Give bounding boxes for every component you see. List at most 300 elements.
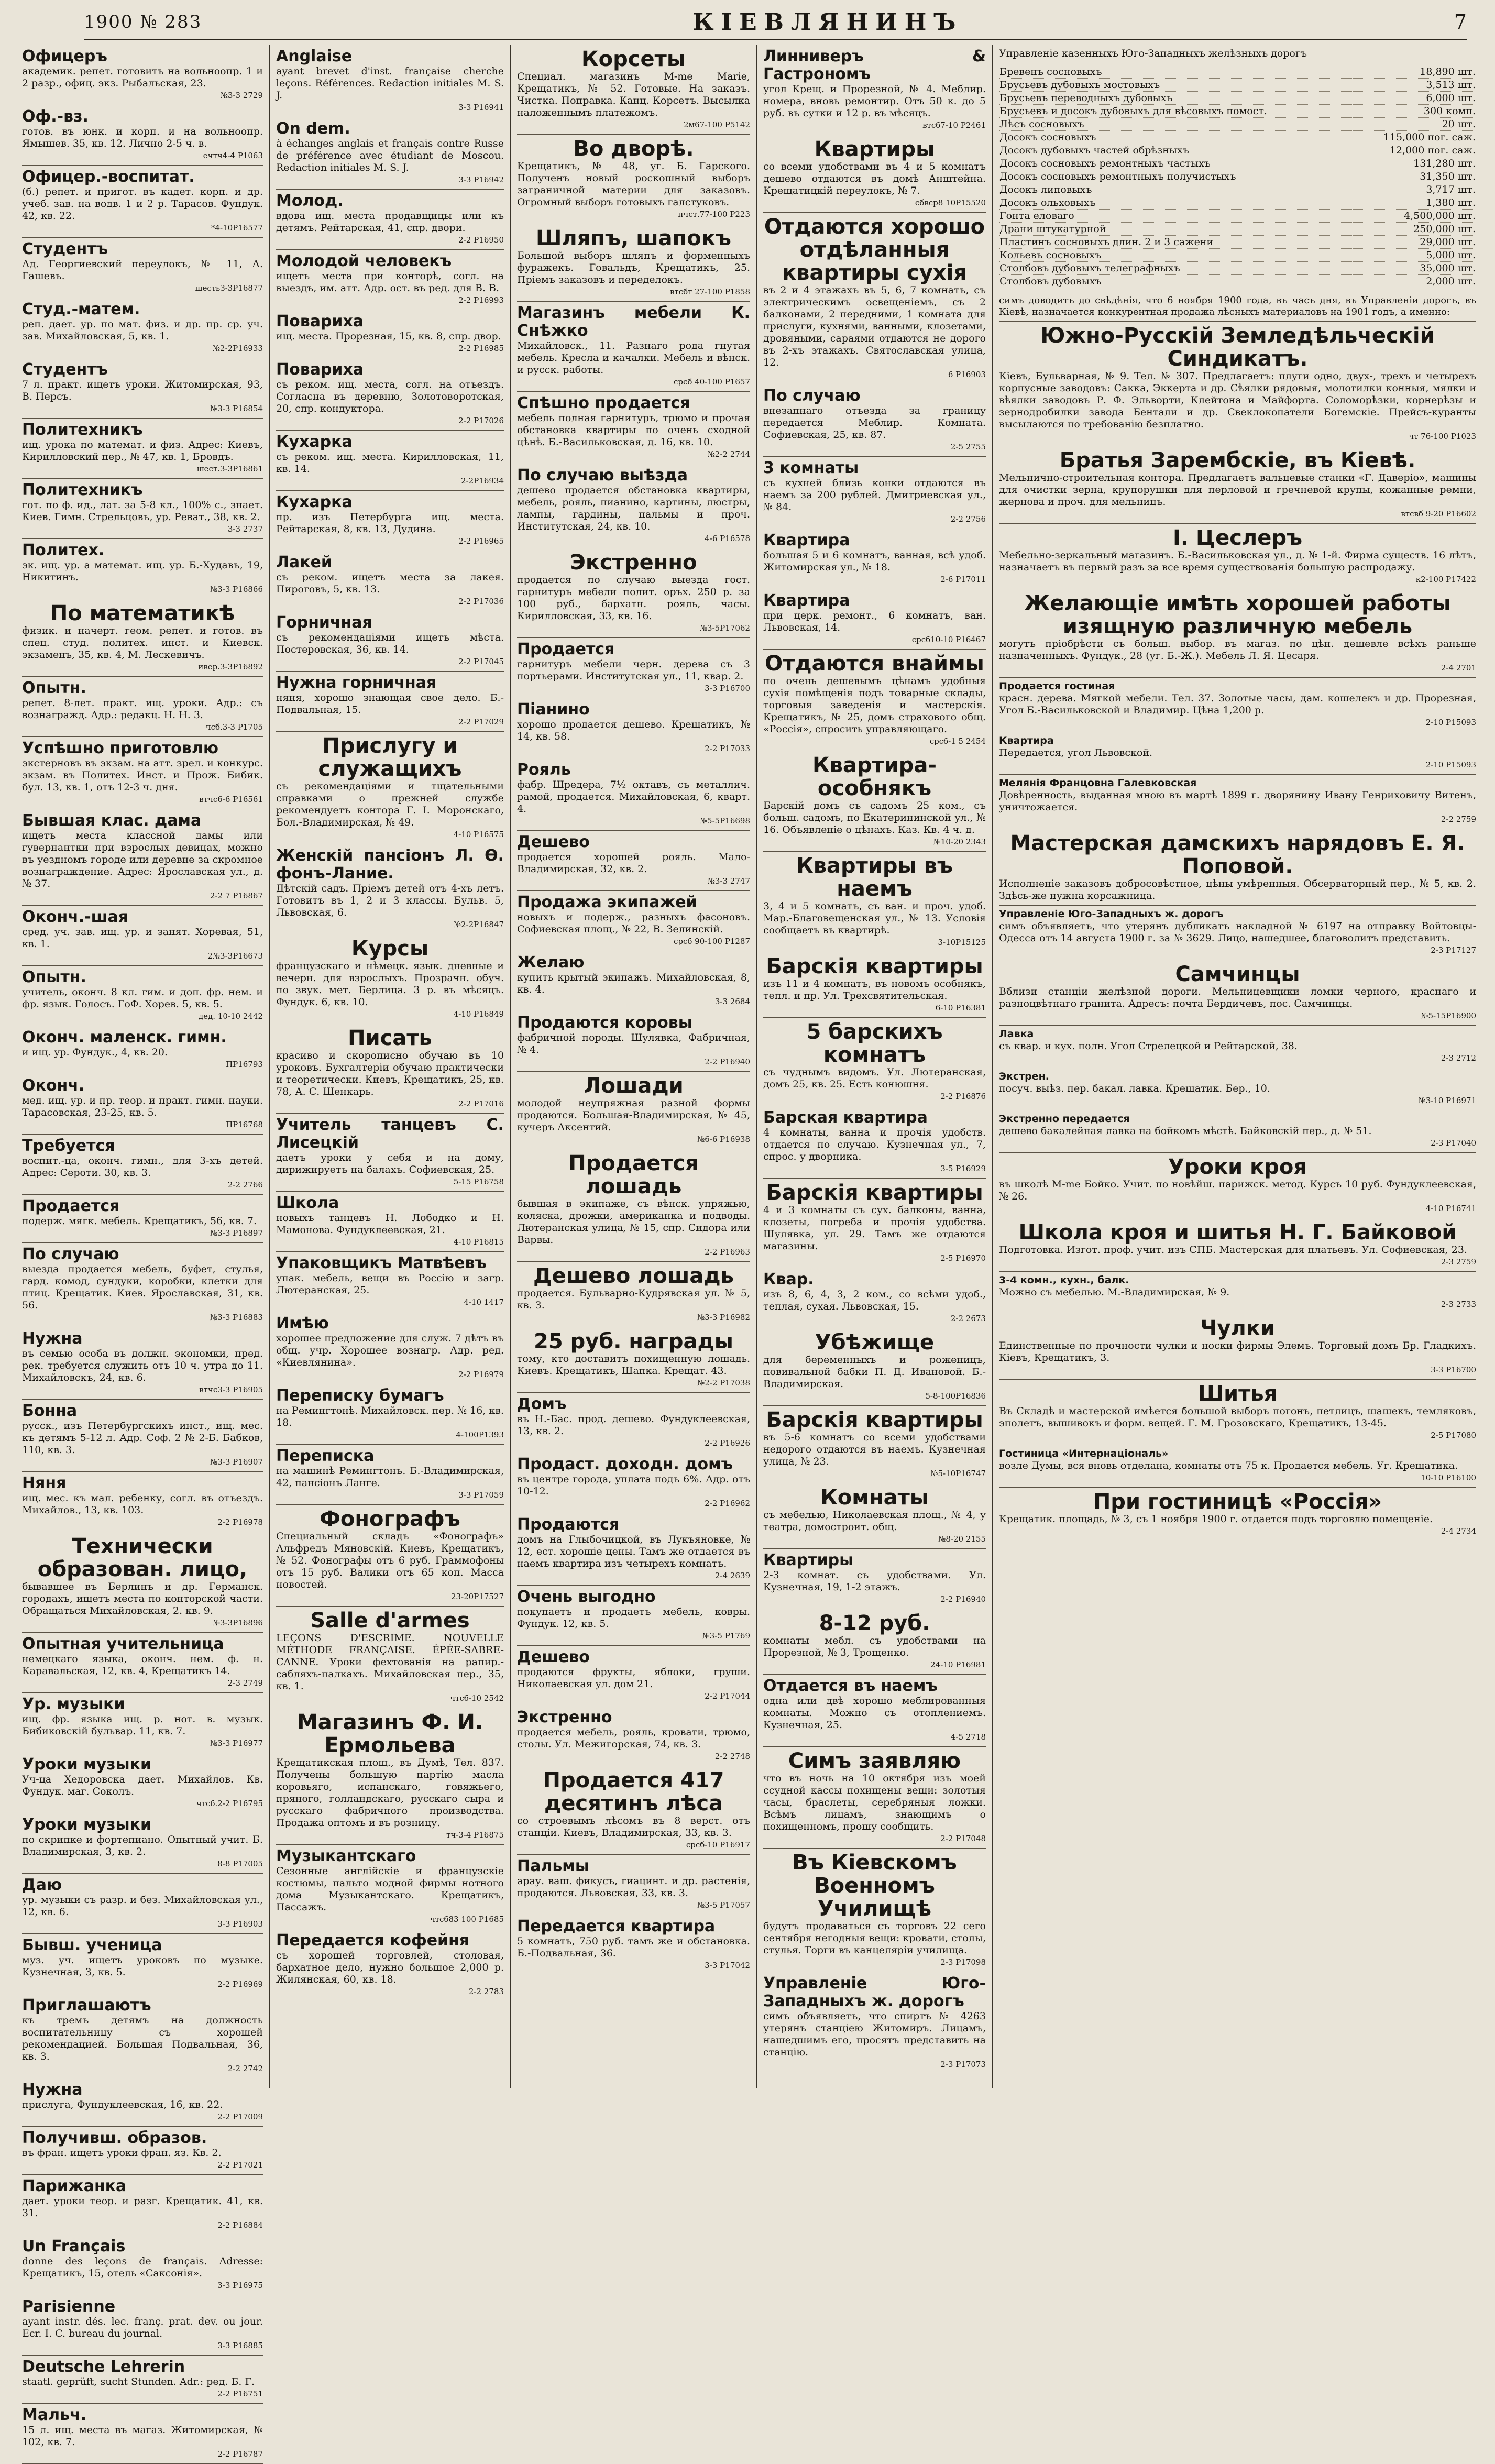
ad-text: ищетъ места при конторѣ, согл. на выездъ, им. атт. Адр. ост. въ ред. для В. В. [276, 270, 504, 294]
ad-code: ПР16768 [226, 1120, 263, 1129]
materials-row [999, 275, 1476, 288]
ad-code: 2-3 P17073 [940, 2060, 986, 2069]
ad-text: купить крытый экипажъ. Михайловская, 8, кв. 4. [517, 972, 750, 995]
ad-text: Единственные по прочности чулки и носки фирмы Элемъ. Торговый домъ Бр. Гладкихъ. Кіевъ, Крещатикъ, 3. [999, 1340, 1476, 1363]
ad-col3-13 [517, 1011, 750, 1072]
ad-col2-6 [276, 431, 504, 491]
ad-col1-4 [22, 298, 263, 358]
ad-col4-9 [763, 852, 986, 952]
ad-col3-4 [517, 392, 750, 464]
ad-text: 5 комнатъ, 750 руб. тамъ же и обстановка. Б.-Подвальная, 36. [517, 1935, 750, 1959]
ad-title: Офицер.-воспитат. [22, 168, 195, 186]
ad-text: фабричной породы. Шулявка, Фабричная, № 4. [517, 1032, 750, 1055]
ad-title: 3 комнаты [763, 459, 859, 477]
ad-code: 3-5 P16929 [940, 1164, 986, 1173]
ad-title: Шитья [1197, 1382, 1278, 1406]
column-1 [16, 45, 270, 2459]
ad-code: №5-15P16900 [1421, 1011, 1476, 1020]
ad-title: Экстренно [517, 1708, 612, 1726]
ad-code: 2-2 P17048 [940, 1834, 986, 1843]
ad-title: Продается 417 десятинъ лѣса [543, 1768, 724, 1816]
ad-col2-12 [276, 844, 504, 934]
ad-text: дает. уроки теор. и разг. Крещатик. 41, кв. 31. [22, 2195, 263, 2219]
ad-code: 2-10 P15093 [1425, 718, 1476, 727]
ad-text: съ рекомендаціями ищетъ мѣста. Постеровская, 36, кв. 14. [276, 632, 504, 655]
ad-col1-30 [22, 1994, 263, 2078]
ad-code: срсб-10 P16917 [686, 1840, 750, 1850]
ad-col4-3 [763, 384, 986, 457]
ad-title: Уроки музыки [22, 1816, 152, 1834]
ad-col1-7 [22, 479, 263, 539]
ad-code: 2-2 P16969 [217, 1979, 263, 1989]
ad-col2-13 [276, 934, 504, 1024]
ad-col1-35 [22, 2295, 263, 2356]
ad-col3-21 [517, 1586, 750, 1646]
ad-text: продается мебель, рояль, кровати, трюмо, столы. Ул. Межигорская, 74, кв. 3. [517, 1726, 750, 1750]
ad-code: 2-2 P17016 [458, 1099, 504, 1108]
ad-text: ищ. места. Прорезная, 15, кв. 8, спр. двор. [276, 331, 501, 342]
ad-code: 2-4 2734 [1441, 1526, 1476, 1536]
ad-title: Приглашаютъ [22, 1996, 151, 2015]
ad-text: даетъ уроки у себя и на дому, дирижируетъ на балахъ. Софиевская, 25. [276, 1152, 504, 1175]
ad-code: 6 P16903 [948, 370, 986, 379]
ad-col5b-10 [999, 1026, 1476, 1068]
ad-code: №3-3 2729 [220, 91, 263, 100]
ad-col5b-12 [999, 1110, 1476, 1153]
ad-text: бывавшее въ Берлинъ и др. Германск. городахъ, ищетъ места по конторской части. Обращаться Михайловская, 2. кв. 9. [22, 1581, 263, 1616]
ad-code: 2-2 P17021 [217, 2160, 263, 2170]
ad-col1-25 [22, 1693, 263, 1753]
ad-text: муз. уч. ищетъ уроковъ по музыке. Кузнечная, 3, кв. 5. [22, 1954, 263, 1978]
ad-title: Управленіе Юго-Западныхъ ж. дорогъ [999, 908, 1224, 920]
ad-title: Требуется [22, 1137, 115, 1155]
ad-col2-9 [276, 611, 504, 672]
ad-text: бывшая в экипаже, съ вѣнск. упряжью, коляска, дрожки, американка и подводы. Лютеранская улица, № 15, спр. Сидора или Варвы. [517, 1198, 750, 1246]
column-4 [757, 45, 993, 2088]
ad-col4-8 [763, 751, 986, 852]
ad-code: 2-10 P15093 [1425, 760, 1476, 769]
ad-title: Политех. [22, 541, 105, 559]
material-name: Досокъ дубовыхъ частей обрѣзныхъ [999, 144, 1353, 157]
ad-code: 2-2 P17033 [705, 744, 750, 753]
ad-code: №3-3 P16854 [210, 404, 263, 413]
ad-col1-8 [22, 539, 263, 599]
ad-title: Уроки кроя [1168, 1155, 1307, 1179]
ad-code: срсб 40-100 P1657 [673, 377, 750, 387]
ad-col1-29 [22, 1934, 263, 1994]
ad-code: 2-2 2748 [714, 1752, 750, 1761]
ad-title: Студ.-матем. [22, 300, 140, 318]
ad-code: тч-3-4 P16875 [446, 1830, 504, 1840]
ad-code: 4-10 P16849 [453, 1009, 504, 1019]
ad-title: Квартира-особнякъ [812, 753, 937, 800]
ad-text: одна или двѣ хорошо меблированныя комнаты. Можно съ отоплениемъ. Кузнечная, 25. [763, 1695, 986, 1731]
ad-title: Писать [348, 1026, 432, 1050]
ad-text: ищ. мес. къ мал. ребенку, согл. въ отъездъ. Михайлов., 13, кв. 103. [22, 1492, 263, 1516]
ad-text: съ мебелью, Николаевская площ., № 4, у театра, домостроит. общ. [763, 1509, 986, 1533]
material-qty: 300 комп. [1353, 105, 1476, 118]
ad-text: красиво и скорописно обучаю въ 10 уроковъ. Бухгалтеріи обучаю практически и теоретически. Киевъ, Крещатикъ, 25, кв. 78, А. С. Шенкарь. [276, 1050, 504, 1097]
ad-text: съ чуднымъ видомъ. Ул. Лютеранская, домъ 25, кв. 25. Есть конюшня. [763, 1066, 986, 1090]
tender-title: Управленіе казенныхъ Юго-Западныхъ желѣзныхъ дорогъ [999, 45, 1476, 63]
ad-text: LEÇONS D'ESCRIME. NOUVELLE MÉTHODE FRANÇAISE. ÉPÉE-SABRE-CANNE. Уроки фехтованія на рапир.-сабляхъ-палкахъ. Михайловская пер., 35, кв. 1. [276, 1632, 504, 1692]
ad-col1-6 [22, 419, 263, 479]
ad-code: 2-2 P16940 [940, 1594, 986, 1604]
ad-text: въ 2 и 4 этажахъ въ 5, 6, 7 комнатъ, съ электрическимъ освещеніемъ, съ 2 балконами, 2 передними, 1 комната для прислуги, кухнями, ванными, клозетами, дровяными, сараями отдаются не дорого въ 2-хъ этажахъ. Святославская улица, 12. [763, 284, 986, 368]
ad-title: Кухарка [276, 433, 353, 451]
ad-title: Оф.-вз. [22, 107, 89, 126]
ad-col3-0 [517, 45, 750, 135]
ad-code: 3-3 P16700 [705, 684, 750, 693]
ad-text: на машинѣ Ремингтонъ. Б.-Владимирская, 42, пансіонъ Ланге. [276, 1465, 504, 1489]
ad-code: 2-5 P17080 [1431, 1431, 1476, 1440]
ad-title: Желаю [517, 953, 585, 972]
ad-title: 5 барскихъ комнатъ [806, 1020, 943, 1067]
ad-text: посуч. выѣз. пер. бакал. лавка. Крещатик. Бер., 10. [999, 1083, 1270, 1094]
ad-text: продается по случаю выезда гост. гарнитуръ мебели полит. оръх. 250 р. за 100 руб., бархатн. рояль, часы. Кирилловская, 33, кв. 16. [517, 574, 750, 622]
ad-title: Продается [22, 1197, 120, 1215]
ad-title: Повариха [276, 360, 364, 379]
ad-col3-15 [517, 1149, 750, 1262]
ad-col2-18 [276, 1312, 504, 1384]
ad-text: съ рекомендаціями и тщательными справками о прежней службе рекомендуетъ контора Г. І. Моронскаго, Бол.-Владимирская, № 49. [276, 780, 504, 828]
ad-code: 2-2 P16985 [458, 344, 504, 353]
ad-title: Фонографъ [320, 1507, 460, 1531]
ad-code: 2-2 P17026 [458, 416, 504, 425]
ad-col1-2 [22, 166, 263, 238]
ad-title: Продается [517, 640, 615, 658]
ad-code: 3-3 P16700 [1431, 1365, 1476, 1374]
ad-title: Студентъ [22, 360, 108, 379]
ad-title: Отдаются хорошо отдѣланныя квартиры сухія [764, 215, 985, 285]
ad-title: Парижанка [22, 2177, 127, 2195]
ad-code: втчс6-6 P16561 [199, 795, 263, 804]
ad-code: 6-10 P16381 [935, 1003, 986, 1013]
ad-col1-34 [22, 2235, 263, 2295]
ad-code: №3-10 P16971 [1418, 1096, 1476, 1105]
ad-text: къ тремъ детямъ на должность воспитательницу съ хорошей рекомендацией. Большая Подвальная, 36, кв. 3. [22, 2015, 263, 2062]
materials-row [999, 210, 1476, 223]
ad-code: №3-3 P16982 [697, 1313, 750, 1322]
ad-title: Гостиница «Интернаціональ» [999, 1448, 1169, 1459]
ad-title: Квартиры въ наемъ [796, 854, 953, 901]
ad-text: по очень дешевымъ цѣнамъ удобныя сухія помѣщенія подъ товарные склады, торговыя заведенія и мастерскія. Крещатикъ, № 25, домъ страхового общ. «Россія», спросить управляющаго. [763, 675, 986, 735]
ad-text: Крещатик. площадь, № 3, съ 1 ноября 1900 г. отдается подъ торговлю помещеніе. [999, 1513, 1433, 1525]
ad-title: Отдается въ наемъ [763, 1677, 938, 1695]
ad-text: гарнитуръ мебели черн. дерева съ 3 портьерами. Институтская ул., 11, квар. 2. [517, 658, 750, 682]
material-name: Столбовъ дубовыхъ телеграфныхъ [999, 262, 1353, 275]
ad-col3-16 [517, 1262, 750, 1327]
ad-col1-5 [22, 358, 263, 419]
ad-code: втчс3-3 P16905 [199, 1385, 263, 1394]
ad-title: Магазинъ мебели К. Снѣжко [517, 304, 750, 340]
ad-text: съ кухней близь конки отдаются въ наемъ за 200 рублей. Дмитриевская ул., № 84. [763, 477, 986, 513]
ad-title: Deutsche Lehrerin [22, 2358, 185, 2376]
ad-text: возле Думы, вся вновь отделана, комнаты отъ 75 к. Продается мебель. Уг. Крещатика. [999, 1460, 1458, 1471]
ad-code: 2-2 2742 [227, 2064, 263, 2073]
ad-text: въ фран. ищетъ уроки фран. яз. Кв. 2. [22, 2147, 222, 2159]
ad-text: изъ 11 и 4 комнатъ, въ новомъ особнякъ, тепл. и пр. Ул. Трехсвятительская. [763, 978, 986, 1002]
ad-title: Во дворѣ. [573, 137, 694, 161]
ad-title: Оконч.-шая [22, 908, 129, 926]
ad-code: 2-2 2673 [950, 1314, 986, 1323]
ad-code: *4-10P16577 [211, 223, 263, 233]
ad-title: Музыкантскаго [276, 1847, 416, 1865]
ad-code: 2м67-100 P5142 [683, 120, 750, 129]
ad-code: 2-5 2755 [950, 442, 986, 452]
ad-text: арау. ваш. фикусъ, гиацинт. и др. растенія, продаются. Львовская, 33, кв. 3. [517, 1875, 750, 1899]
ad-col4-14 [763, 1268, 986, 1328]
ad-code: 2-3 P17127 [1431, 945, 1476, 955]
ad-title: Чулки [1200, 1316, 1275, 1340]
ad-title: Южно-Русскій Земледѣльческій Синдикатъ. [1040, 324, 1435, 371]
ad-col3-9 [517, 758, 750, 831]
ad-col5b-5 [999, 732, 1476, 775]
ad-title: Нужна [22, 1329, 83, 1348]
ad-title: Школа кроя и шитья Н. Г. Байковой [1018, 1220, 1457, 1245]
ad-code: 2-2 7 P16867 [210, 891, 263, 900]
ad-title: Бывшая клас. дама [22, 811, 202, 830]
ad-text: продается хорошей рояль. Мало-Владимирская, 32, кв. 2. [517, 851, 750, 875]
ad-title: Успѣшно приготовлю [22, 739, 218, 757]
ad-text: могутъ пріобрѣсти съ больш. выбор. въ магаз. по цѣн. дешевле всѣхъ раньше назначенныхъ. Фундук., 28 (уг. Б.-Ж.). Мебель Л. Я. Цесаря. [999, 638, 1476, 662]
ad-text: по скрипке и фортепиано. Опытный учит. Б. Владимирская, 3, кв. 2. [22, 1834, 263, 1857]
ad-title: Лошади [584, 1074, 684, 1098]
materials-row [999, 170, 1476, 183]
material-name: Брусьевъ дубовыхъ мостовыхъ [999, 79, 1353, 92]
ad-title: Корсеты [581, 47, 686, 71]
ad-col1-1 [22, 105, 263, 166]
ad-text: ищетъ места классной дамы или гувернантки при взрослых девицах, можно въ уездномъ городе или деревне за скромное вознаграждение. Адрес: Ярославская ул., д. № 37. [22, 830, 263, 889]
ad-col5b-19 [999, 1488, 1476, 1541]
ad-text: физик. и начерт. геом. репет. и готов. въ спец. студ. политех. инст. и Киевск. экзаменъ, 35, кв. 4, М. Лескевичъ. [22, 625, 263, 661]
ad-col5b-4 [999, 678, 1476, 732]
ad-title: Переписку бумагъ [276, 1387, 444, 1405]
ad-title: Комнаты [820, 1486, 929, 1510]
ad-text: красн. дерева. Мягкой мебели. Тел. 37. Золотые часы, дам. кошелекъ и др. Прорезная, Угол Б.-Васильковской и Владимир. Цѣна 1,200 р. [999, 692, 1476, 716]
ad-col4-4 [763, 457, 986, 529]
materials-row [999, 118, 1476, 131]
ad-col5b-14 [999, 1218, 1476, 1272]
material-qty: 250,000 шт. [1353, 223, 1476, 236]
ad-text: подерж. мягк. мебель. Крещатикъ, 56, кв. 7. [22, 1215, 257, 1227]
ad-text: французскаго и нѣмецк. язык. дневные и вечерн. для взрослыхъ. Прозрачн. обуч. по звук. мет. Берлица. 3 р. въ мѣсяцъ. Фундук. 6, кв. 10. [276, 960, 504, 1008]
ad-title: Продается гостиная [999, 680, 1115, 692]
ad-code: 2-3 2712 [1441, 1053, 1476, 1063]
ad-title: По случаю выѣзда [517, 466, 688, 485]
ad-code: №2-2P16847 [453, 920, 504, 929]
ad-col1-20 [22, 1327, 263, 1400]
material-qty: 6,000 шт. [1353, 92, 1476, 105]
ad-col4-15 [763, 1328, 986, 1406]
ad-code: 3-3 P16903 [217, 1919, 263, 1929]
material-name: Досокъ сосновыхъ ремонтныхъ получистыхъ [999, 170, 1353, 183]
ad-code: 3-3 2737 [227, 524, 263, 534]
ad-title: Лавка [999, 1028, 1034, 1040]
ad-text: съ реком. ищ. места, согл. на отъездъ. Соглаcна въ деревню, Золотоворотская, 20, спр. кондуктора. [276, 379, 504, 414]
ad-title: Упаковщикъ Матвѣевъ [276, 1254, 487, 1272]
material-name: Брусьевъ и досокъ дубовыхъ для вѣсовыхъ помост. [999, 105, 1353, 118]
ad-col1-27 [22, 1813, 263, 1874]
ad-title: Мастерская дамскихъ нарядовъ Е. Я. Поповой. [1010, 831, 1465, 878]
ad-code: №3-3 P16907 [210, 1457, 263, 1467]
ad-col5b-18 [999, 1445, 1476, 1488]
ad-code: втсб7-10 P2461 [922, 120, 986, 130]
ad-code: 3-3 P17059 [458, 1490, 504, 1500]
ad-code: №3-3 P16977 [210, 1739, 263, 1748]
newspaper-title: КІЕВЛЯНИНЪ [692, 8, 963, 36]
ad-code: 2№3-3P16673 [207, 951, 263, 961]
ad-col3-26 [517, 1915, 750, 1975]
ad-title: Мелянія Францовна Галевковская [999, 777, 1197, 789]
ad-code: 2-2 P17044 [705, 1691, 750, 1701]
ad-text: Довѣренность, выданная мною въ мартѣ 1899 г. дворянину Ивану Генриховичу Витенъ, уничтожается. [999, 789, 1476, 813]
ad-col3-18 [517, 1393, 750, 1453]
ad-code: №2-2 P17038 [697, 1378, 750, 1388]
ad-code: 2-2 P17036 [458, 597, 504, 606]
ad-code: 2-2P16934 [461, 476, 504, 486]
ad-text: новыхъ танцевъ Н. Лободко и Н. Мамонова. Фундуклеевская, 21. [276, 1212, 504, 1236]
ad-code: 2-6 P17011 [940, 575, 986, 584]
material-name: Бревенъ сосновыхъ [999, 65, 1353, 79]
tender-terms-text: симъ доводитъ до свѣдѣнія, что 6 ноября 1900 года, въ часъ дня, въ Управленіи дорогъ, въ Кіевѣ, назначается конкурентная продажа лѣсныхъ материаловъ на 1901 годъ, а именно: [999, 295, 1476, 317]
ad-col1-10 [22, 677, 263, 737]
ad-text: Подготовка. Изгот. проф. учит. изъ СПБ. Мастерская для платьевъ. Ул. Софиевская, 23. [999, 1244, 1467, 1256]
ad-text: съ реком. ищетъ места за лакея. Пироговъ, 5, кв. 13. [276, 571, 504, 595]
ad-code: срсб10-10 P16467 [911, 635, 986, 644]
ad-title: Домъ [517, 1395, 567, 1413]
ad-title: Квартира [999, 735, 1054, 746]
ad-title: Уроки музыки [22, 1755, 152, 1774]
issue-number: 1900 № 283 [84, 12, 202, 32]
ad-title: Квартиры [763, 1551, 854, 1569]
ad-col3-23 [517, 1706, 750, 1766]
ad-code: шестьЗ-3P16877 [195, 283, 263, 293]
ad-text: 4 комнаты, ванна и прочія удобств. отдается по случаю. Кузнечная ул., 7, спрос. у дворника. [763, 1127, 986, 1162]
ad-title: Anglaise [276, 47, 353, 65]
ad-col2-17 [276, 1252, 504, 1312]
ad-col3-10 [517, 831, 750, 891]
ad-text: въ школѣ M-me Бойко. Учит. по новѣйш. парижск. метод. Курсъ 10 руб. Фундуклеевская, № 26. [999, 1179, 1476, 1202]
ad-code: 2-4 2701 [1441, 663, 1476, 673]
ad-text: Исполненіе заказовъ добросовѣстное, цѣны умѣренныя. Обсерваторный пер., № 5, кв. 2. Здѣсь-же нужна корсажница. [999, 878, 1476, 901]
material-name: Досокъ сосновыхъ ремонтныхъ частыхъ [999, 157, 1353, 170]
ad-code: №3-3 2747 [707, 876, 750, 886]
ad-title: Симъ заявляю [788, 1749, 961, 1773]
ad-title: Очень выгодно [517, 1588, 656, 1606]
material-name: Досокъ липовыхъ [999, 183, 1353, 196]
ad-col4-5 [763, 529, 986, 589]
ad-text: новыхъ и подерж., разныхъ фасоновъ. Софиевская площ., № 22, В. Зелинскій. [517, 911, 750, 935]
ad-col3-17 [517, 1327, 750, 1393]
ad-title: Молод. [276, 192, 344, 210]
ad-text: упак. мебель, вещи въ Россію и загр. Лютеранская, 25. [276, 1272, 504, 1296]
ad-title: Лакей [276, 553, 332, 571]
ad-text: staatl. geprüft, sucht Stunden. Adr.: ред. Б. Г. [22, 2376, 255, 2388]
ad-text: со строевымъ лѣсомъ въ 8 верст. отъ станціи. Киевъ, Владимирская, 33, кв. 3. [517, 1815, 750, 1839]
ad-title: Шляпъ, шапокъ [535, 226, 731, 250]
ad-code: 2-2 P16751 [217, 2389, 263, 2399]
ad-col1-18 [22, 1195, 263, 1243]
ad-col1-21 [22, 1400, 263, 1472]
ad-code: ечтч4-4 P1063 [203, 151, 263, 160]
ad-text: и ищ. ур. Фундук., 4, кв. 20. [22, 1047, 168, 1058]
ad-text: Сезонные англійскіе и французскіе костюмы, пальто модной фирмы нотного дома Музыкантскаго. Крещатикъ, Пассажъ. [276, 1865, 504, 1913]
ad-title: Студентъ [22, 240, 108, 258]
ad-text: эк. ищ. ур. а математ. ищ. ур. Б.-Худавъ, 19, Никитинъ. [22, 559, 263, 583]
material-qty: 3,513 шт. [1353, 79, 1476, 92]
ad-col2-22 [276, 1607, 504, 1708]
ad-title: 8-12 руб. [819, 1611, 930, 1635]
ad-text: 4 и 3 комнаты съ сух. балконы, ванна, клозеты, погреба и прочія удобства. Шулявка, ул. 29. Тамъ же отдаются магазины. [763, 1204, 986, 1252]
ad-code: 2-3 P17098 [940, 1957, 986, 1967]
ad-code: 2-2 P16993 [458, 295, 504, 305]
ad-col4-18 [763, 1549, 986, 1609]
ad-col5b-6 [999, 775, 1476, 829]
ad-title: Нужна [22, 2081, 83, 2099]
ad-text: академик. репет. готовитъ на вольноопр. 1 и 2 разр., офиц. экз. Рыбальская, 23. [22, 65, 263, 89]
ad-title: По математикѣ [50, 601, 235, 625]
ad-text: фабр. Шредера, 7½ октавъ, съ металлич. рамой, продается. Михайловская, 6, кварт. 4. [517, 779, 750, 815]
ad-title: Ур. музыки [22, 1695, 125, 1713]
ad-text: русск., изъ Петербургскихъ инст., ищ. мес. къ детямъ 5-12 л. Адр. Соф. 2 № 2-Б. Бабков, 110, кв. 3. [22, 1420, 263, 1456]
material-qty: 35,000 шт. [1353, 262, 1476, 275]
ad-col4-0 [763, 45, 986, 135]
ad-col4-17 [763, 1483, 986, 1549]
page-header [84, 5, 1467, 40]
ad-code: 5-15 P16758 [453, 1177, 504, 1186]
ad-col3-8 [517, 698, 750, 758]
ad-col1-11 [22, 737, 263, 809]
material-qty: 1,380 шт. [1353, 196, 1476, 210]
ad-col4-23 [763, 1972, 986, 2074]
material-name: Кольевъ сосновыхъ [999, 249, 1353, 262]
ad-code: 4-10 P16741 [1425, 1204, 1476, 1213]
material-name: Гонта еловаго [999, 210, 1353, 223]
ad-col5b-9 [999, 960, 1476, 1026]
ad-code: 2-2 P16965 [458, 536, 504, 546]
ad-col5b-15 [999, 1272, 1476, 1314]
ad-code: 2-2 P16940 [705, 1057, 750, 1066]
materials-row [999, 236, 1476, 249]
ad-title: Пальмы [517, 1857, 589, 1875]
ad-code: №3-5 P1769 [702, 1631, 750, 1641]
ad-code: 3-3 P17042 [705, 1961, 750, 1970]
ad-col3-2 [517, 224, 750, 302]
ad-text: ур. музыки съ разр. и без. Михайловская ул., 12, кв. 6. [22, 1894, 263, 1918]
materials-row [999, 249, 1476, 262]
ad-title: Продаст. доходн. домъ [517, 1455, 733, 1473]
ad-text: Можно съ мебелью. М.-Владимирская, № 9. [999, 1286, 1230, 1298]
ad-text: готов. въ юнк. и корп. и на вольноопр. Ямышев. 35, кв. 12. Лично 2-5 ч. в. [22, 126, 263, 149]
ad-text: внезапнаго отъезда за границу передается Меблир. Комната. Софиевская, 25, кв. 87. [763, 405, 986, 441]
ad-title: 3-4 комн., кухн., балк. [999, 1274, 1129, 1286]
ad-text: въ Н.-Бас. прод. дешево. Фундуклеевская, 13, кв. 2. [517, 1413, 750, 1437]
ad-title: Няня [22, 1474, 67, 1492]
ad-text: дешево бакалейная лавка на бойкомъ мѣстѣ. Байковскій пер., д. № 51. [999, 1125, 1372, 1137]
column-5-ads [999, 322, 1476, 1541]
ad-code: чт 76-100 P1023 [1409, 432, 1476, 441]
ad-col3-6 [517, 548, 750, 638]
ad-title: Линниверъ & Гастрономъ [763, 47, 986, 83]
ad-text: симъ объявляетъ, что спиртъ № 4263 утерянъ станціею Житомиръ. Лицамъ, нашедшимъ его, просятъ представить на станцію. [763, 2010, 986, 2058]
ad-code: 4-100P1393 [456, 1430, 504, 1439]
ad-title: Дешево [517, 833, 590, 851]
ad-text: съ квар. и кух. полн. Угол Стрелецкой и Рейтарской, 38. [999, 1040, 1298, 1052]
ad-title: Квартира [763, 591, 850, 610]
ad-title: Политехникъ [22, 481, 143, 499]
material-name: Брусьевъ переводныхъ дубовыхъ [999, 92, 1353, 105]
